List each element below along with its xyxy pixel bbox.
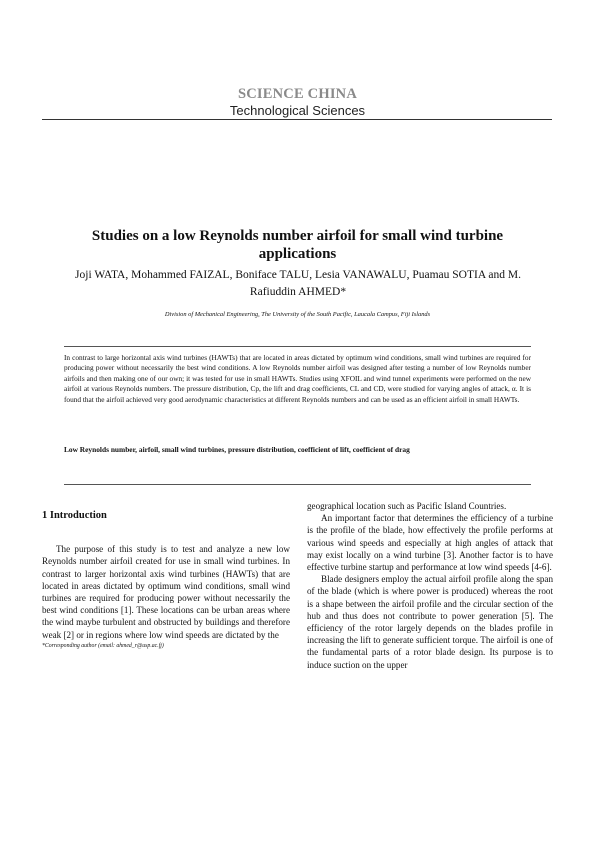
paragraph: The purpose of this study is to test and analyze a new low Reynolds number airfoil created for use in small wind turbines. In contrast to larger horizontal axis wind turbines (HAWTs) that are located in areas dictated by optimum wind conditions, small wind turbines are required for producing power without necessarily the best wind conditions [1]. These locations can be urban areas where the wind maybe turbulent and obstructed by buildings and therefore weak [2] or in regions where low wind speeds are dictated by the [42,544,290,640]
header-divider [42,119,552,120]
affiliation: Division of Mechanical Engineering, The University of the South Pacific, Laucala Campus, Fiji Islands [164,311,431,318]
abstract-bottom-divider [64,484,531,485]
abstract-top-divider [64,346,531,347]
section-heading: 1 Introduction [42,510,107,521]
author-list: Joji WATA, Mohammed FAIZAL, Boniface TALU, Lesia VANAWALU, Puamau SOTIA and M. Rafiuddin AHMED* [75,269,521,298]
corresponding-author-footnote: *Corresponding author (email: ahmed_r@usp.ac.fj) [42,643,164,649]
paragraph: An important factor that determines the efficiency of a turbine is the profile of the blade, how effectively the profile performs at various wind speeds and especially at high angles of attack that may exist locally on a wind turbine [3]. Another factor is to have effective turbine startup and performance at low wind speeds [4-6]. [307,513,553,573]
abstract-text: In contrast to large horizontal axis wind turbines (HAWTs) that are located in areas dictated by optimum wind conditions, small wind turbines are required for producing power without necessarily the best wind conditions. A low Reynolds number airfoil was designed after testing a number of low Reynolds number airfoils and then making one of our own; it was tested for use in small HAWTs. Studies using XFOIL and wind tunnel experiments were performed on the new airfoil at various Reynolds numbers. The pressure distribution, Cp, the lift and drag coefficients, CL and CD, were studied for varying angles of attack, α. It is found that the airfoil achieved very good aerodynamic characteristics at different Reynolds numbers and can be used as an efficient airfoil in small HAWTs. [64,353,531,404]
journal-name: SCIENCE CHINA [237,86,358,102]
right-column [307,500,553,671]
paper-title: Studies on a low Reynolds number airfoil for small wind turbine applications [91,228,504,262]
journal-subtitle: Technological Sciences [229,103,366,118]
left-column [42,510,290,641]
keywords: Low Reynolds number, airfoil, small wind turbines, pressure distribution, coefficient of lift, coefficient of drag [64,445,410,454]
paragraph: geographical location such as Pacific Island Countries. [307,501,507,511]
paragraph: Blade designers employ the actual airfoil profile along the span of the blade (which is where power is produced) whereas the root is a shape between the airfoil profile and the circular section of the hub and thus does not contribute to power generation [5]. The efficiency of the rotor largely depends on the blades profile in increasing the lift to generate sufficient torque. The airfoil is one of the fundamental parts of a rotor blade design. Its purpose is to induce suction on the upper [307,574,553,670]
